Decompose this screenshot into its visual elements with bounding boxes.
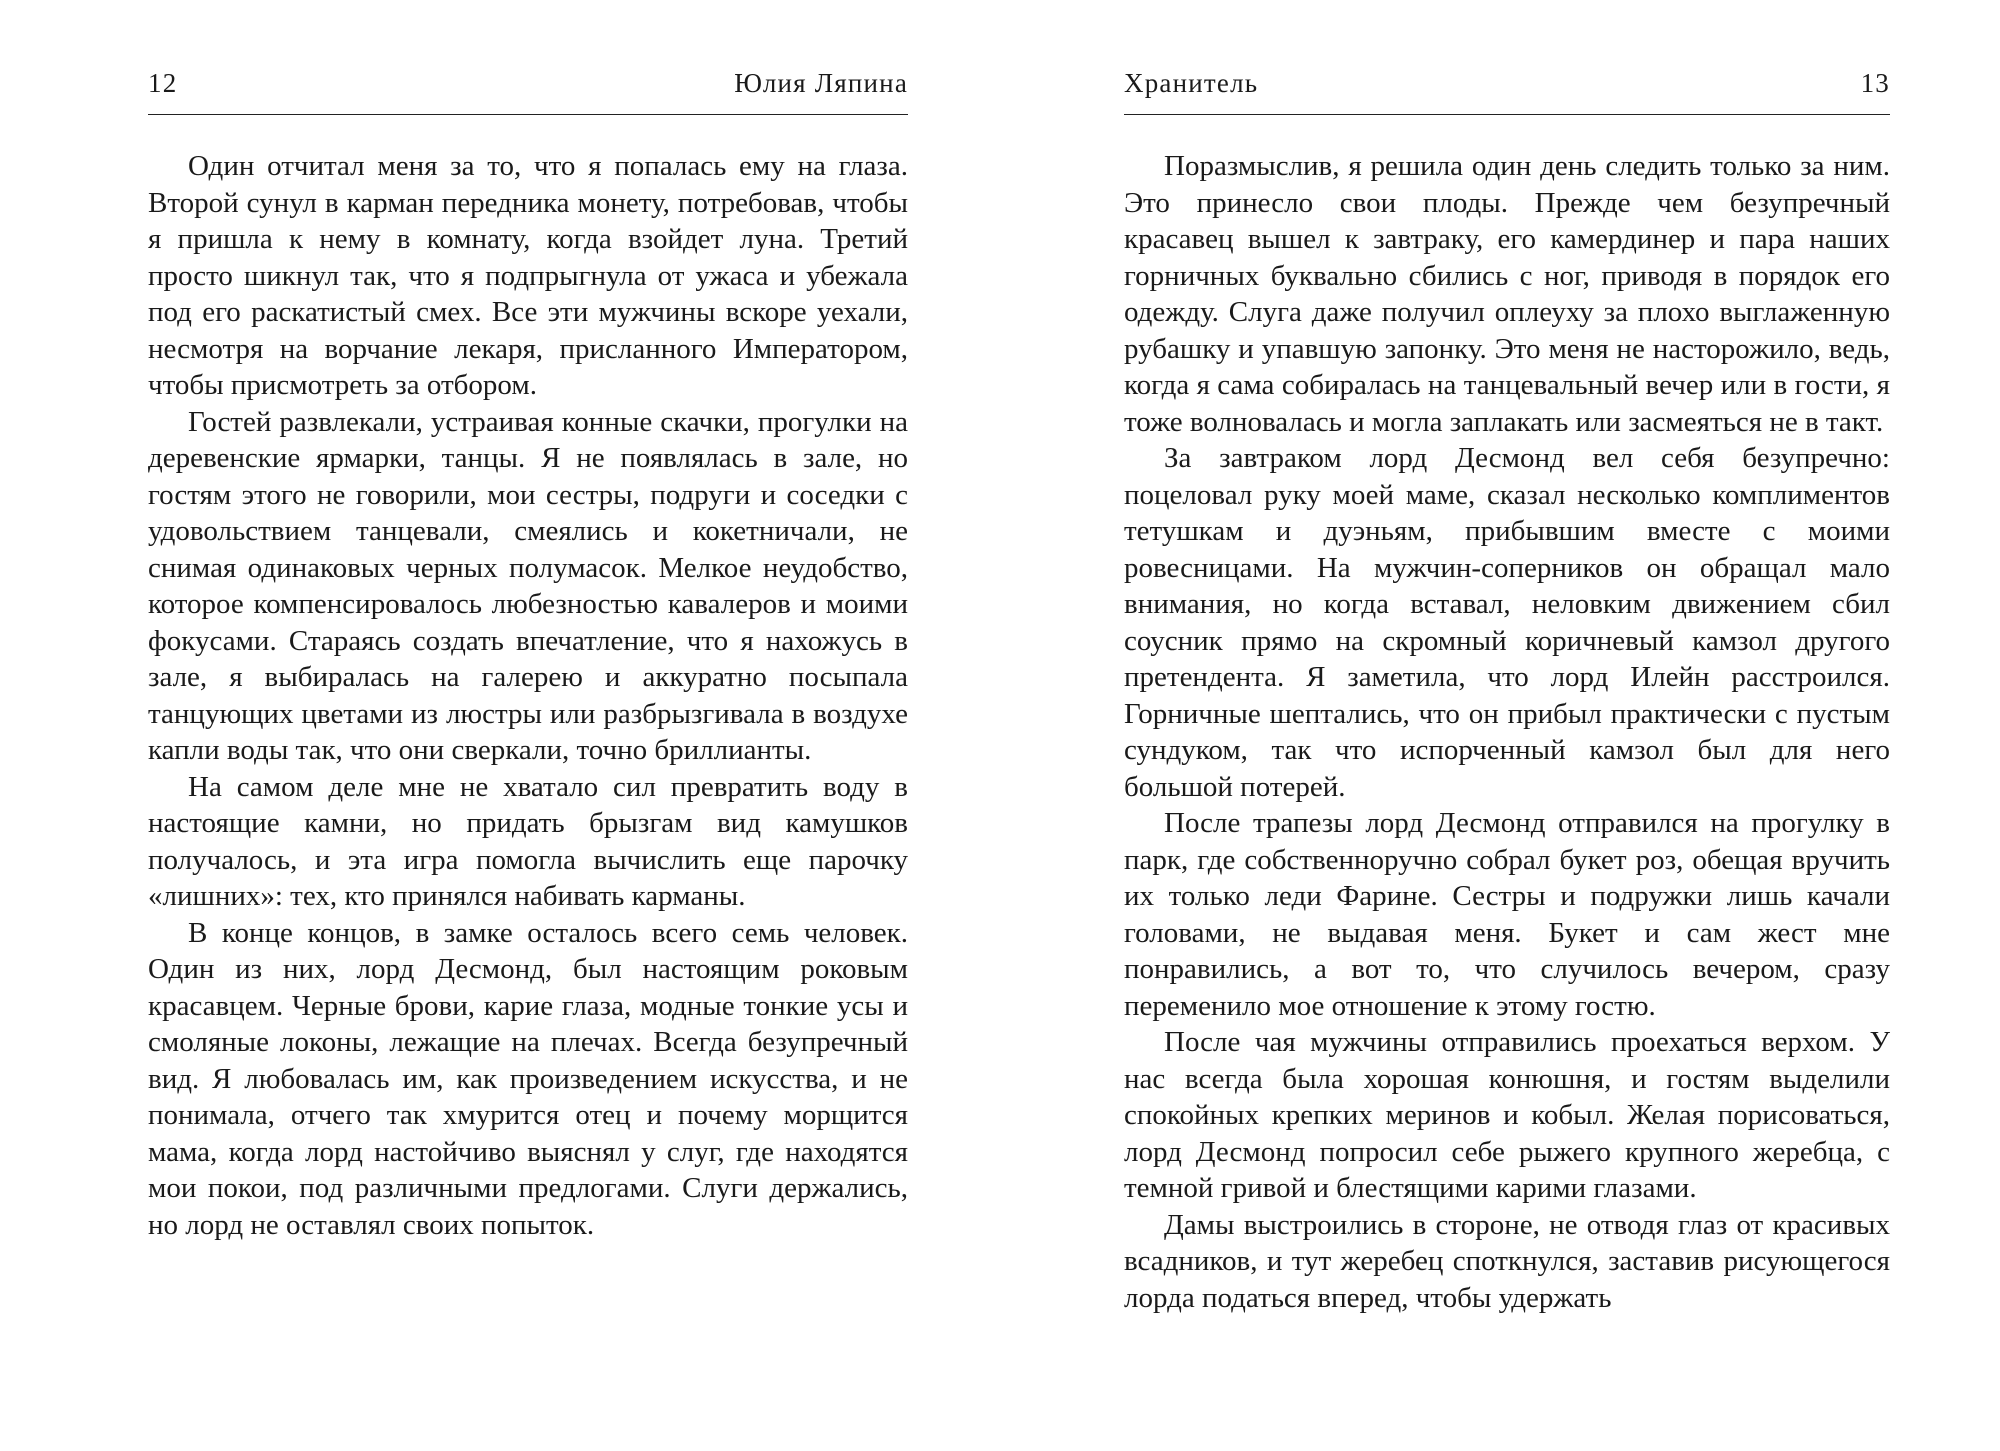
left-running-head <box>148 68 908 108</box>
paragraph: Один отчитал меня за то, что я попалась ему на глаза. Второй сунул в карман передника монету, потребовав, чтобы я пришла к нему в комнату, когда взойдет луна. Третий просто шикнул так, что я подпрыгнула от ужаса и убежала под его раскатистый смех. Все эти мужчины вскоре уехали, несмотря на ворчание лекаря, присланного Императором, чтобы присмотреть за отбором. <box>148 150 908 401</box>
right-running-head <box>1124 68 1890 108</box>
right-page-number: 13 <box>1860 68 1890 98</box>
paragraph: После трапезы лорд Десмонд отправился на прогулку в парк, где собственноручно собрал букет роз, обещая вручить их только леди Фарине. Сестры и подружки лишь качали головами, не выдавая меня. Букет и сам жест мне понравились, а вот то, что случилось вечером, сразу переменило мое отношение к этому гостю. <box>1124 807 1890 1022</box>
paragraph: В конце концов, в замке осталось всего семь человек. Один из них, лорд Десмонд, был настоящим роковым красавцем. Черные брови, карие глаза, модные тонкие усы и смоляные локоны, лежащие на плечах. Всегда безупречный вид. Я любовалась им, как произведением искусства, и не понимала, отчего так хмурится отец и почему морщится мама, когда лорд настойчиво выяснял у слуг, где находятся мои покои, под различными предлогами. Слуги держались, но лорд не оставлял своих попыток. <box>148 916 908 1241</box>
paragraph: После чая мужчины отправились проехаться верхом. У нас всегда была хорошая конюшня, и гостям выделили спокойных крепких меринов и кобыл. Желая порисоваться, лорд Десмонд попросил себе рыжего крупного жеребца, с темной гривой и блестящими карими глазами. <box>1124 1026 1890 1204</box>
paragraph: Гостей развлекали, устраивая конные скачки, прогулки на деревенские ярмарки, танцы. Я не появлялась в зале, но гостям этого не говорили, мои сестры, подруги и соседки с удовольствием танцевали, смеялись и кокетничали, не снимая одинаковых черных полумасок. Мелкое неудобство, которое компенсировалось любезностью кавалеров и моими фокусами. Стараясь создать впечатление, что я нахожусь в зале, я выбиралась на галерею и аккуратно посыпала танцующих цветами из люстры или разбрызгивала в воздухе капли воды так, что они сверкали, точно бриллианты. <box>148 405 908 766</box>
paragraph: За завтраком лорд Десмонд вел себя безупречно: поцеловал руку моей маме, сказал несколько комплиментов тетушкам и дуэньям, прибывшим вместе с моими ровесницами. На мужчин-соперников он обращал мало внимания, но когда вставал, неловким движением сбил соусник прямо на скромный коричневый камзол другого претендента. Я заметила, что лорд Илейн расстроился. Горничные шептались, что он прибыл практически с пустым сундуком, так что испорченный камзол был для него большой потерей. <box>1124 442 1890 803</box>
right-header-rule <box>1124 114 1890 115</box>
right-body-text <box>1124 148 1890 1316</box>
left-page-number: 12 <box>148 68 178 98</box>
left-body-text <box>148 148 908 1243</box>
paragraph: Поразмыслив, я решила один день следить только за ним. Это принесло свои плоды. Прежде чем безупречный красавец вышел к завтраку, его камердинер и пара наших горничных буквально сбились с ног, приводя в порядок его одежду. Слуга даже получил оплеуху за плохо выглаженную рубашку и упавшую запонку. Это меня не насторожило, ведь, когда я сама собиралась на танцевальный вечер или в гости, я тоже волновалась и могла заплакать или засмеяться не в такт. <box>1124 150 1890 438</box>
left-running-title: Юлия Ляпина <box>734 68 908 98</box>
left-page <box>148 0 908 1451</box>
paragraph: На самом деле мне не хватало сил превратить воду в настоящие камни, но придать брызгам вид камушков получалось, и эта игра помогла вычислить еще парочку «лишних»: тех, кто принялся набивать карманы. <box>148 770 908 912</box>
right-page <box>1124 0 1890 1451</box>
paragraph: Дамы выстроились в стороне, не отводя глаз от красивых всадников, и тут жеребец споткнулся, заставив рисующегося лорда податься вперед, чтобы удержать <box>1124 1208 1890 1314</box>
left-header-rule <box>148 114 908 115</box>
right-running-title: Хранитель <box>1124 68 1259 98</box>
